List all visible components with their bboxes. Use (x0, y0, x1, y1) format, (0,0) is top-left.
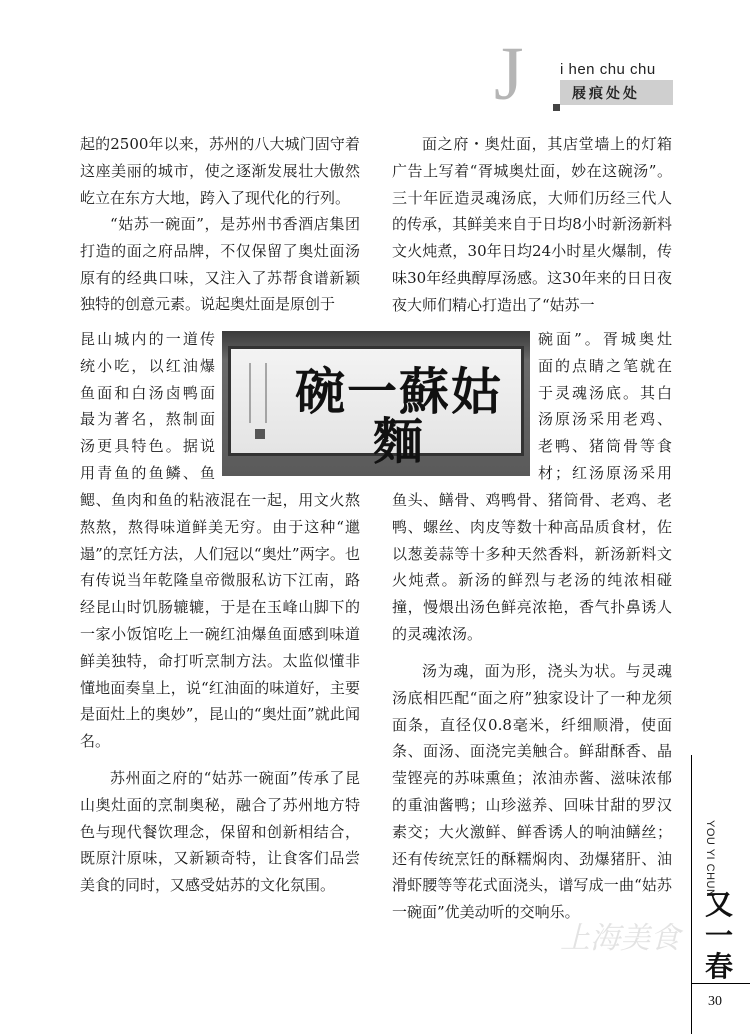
left-wrap-line: 昆山城内的一道传 (80, 330, 215, 348)
page-number-rule (691, 983, 750, 984)
sidebar-english-title: YOU YI CHUN (704, 820, 716, 898)
left-wrap-line: 鱼面和白汤卤鸭面 (80, 383, 215, 402)
header-section-title: 屐痕处处 (560, 80, 673, 105)
sidebar-divider (691, 755, 692, 1034)
header-initial-letter: J (494, 32, 524, 116)
left-paragraph-1: 起的2500年以来，苏州的八大城门固守着这座美丽的城市，使之逐渐发展壮大傲然屹立在东方大地，跨入了现代化的行列。 (80, 135, 360, 207)
page-number: 30 (708, 994, 722, 1009)
header-accent-square (553, 104, 560, 111)
right-paragraph-2: 汤为魂，面为形，浇头为状。与灵魂汤底相匹配“面之府”独家设计了一种龙须面条，直径仅0.8毫米，纤细顺滑，使面条、面汤、面浇完美触合。鲜甜酥香、晶莹铿亮的苏味熏鱼；浓油赤酱、滋味浓郁的重油酱鸭；山珍滋养、回味甘甜的罗汉素交；大火激鲜、鲜香诱人的响油鳝丝；还有传统烹饪的酥糯焖肉、劲爆猪肝、油滑虾腰等等花式面浇头，谱写成一曲“姑苏一碗面”优美动听的交响乐。 (392, 662, 672, 922)
inscription-mark (249, 363, 267, 423)
left-paragraph-3: 苏州面之府的“姑苏一碗面”传承了昆山奥灶面的烹制奥秘，融合了苏州地方特色与现代餐饮理念，保留和创新相结合，既原汁原味，又新颖奇特，让食客们品尝美食的同时，又感受姑苏的文化氛围。 (80, 769, 360, 895)
seal-stamp (255, 429, 265, 439)
left-wrap-line: 最为著名，熬制面 (80, 410, 215, 429)
calligraphy-text: 姑蘇一碗麵 (295, 362, 503, 471)
right-wrap-line: 老鸭、猪筒骨等食 (538, 437, 672, 456)
right-paragraph-1: 面之府・奥灶面，其店堂墙上的灯箱广告上写着“胥城奥灶面，妙在这碗汤”。三十年匠造灵魂汤底，大师们历经三代人的传承，其鲜美来自于日均8小时新汤新料文火炖煮，30年日均24小时星火爆制，传味30年经典醇厚汤感。这30年来的日日夜夜大师们精心打造出了“姑苏一 (392, 135, 672, 314)
right-wrap-line: 材；红汤原汤采用 (538, 463, 672, 482)
header-pinyin: i hen chu chu (560, 61, 656, 78)
sidebar-chinese-title: 又 一 春 (704, 888, 733, 983)
left-paragraph-2-continued: 鳃、鱼肉和鱼的粘液混在一起，用文火熬熬熬，熬得味道鲜美无穷。由于这种“邋遢”的烹饪方法，人们冠以“奥灶”两字。也有传说当年乾隆皇帝微服私访下江南，路经昆山时饥肠辘辘，于是在玉峰山脚下的一家小饭馆吃上一碗红油爆鱼面感到味道鲜美独特，命打听烹制方法。太监似懂非懂地面奏皇上，说“红油面的味道好，主要是面灶上的奥妙”，昆山的“奥灶面”就此闻名。 (80, 491, 360, 751)
right-wrap-line: 汤原汤采用老鸡、 (538, 410, 672, 429)
right-wrap-line: 碗面”。胥城奥灶 (538, 330, 672, 348)
right-wrap-line: 于灵魂汤底。其白 (538, 383, 672, 402)
calligraphy-board (228, 346, 524, 471)
shanghai-food-watermark-logo: 上海美食 (560, 921, 680, 956)
right-paragraph-1-continued: 鱼头、鳝骨、鸡鸭骨、猪筒骨、老鸡、老鸭、螺丝、肉皮等数十种高品质食材，佐以葱姜蒜等十多种天然香料，新汤新料文火炖煮。新汤的鲜烈与老汤的纯浓相碰撞，慢煨出汤色鲜亮浓艳，香气扑鼻诱人的灵魂浓汤。 (392, 491, 672, 643)
left-paragraph-2: “姑苏一碗面”，是苏州书香酒店集团打造的面之府品牌，不仅保留了奥灶面汤原有的经典口味，又注入了苏帮食谱新颖独特的创意元素。说起奥灶面是原创于 (80, 215, 360, 314)
left-wrap-line: 汤更具特色。据说 (80, 437, 215, 456)
right-wrap-lines (538, 326, 672, 487)
left-wrap-lines (80, 326, 215, 487)
left-wrap-line: 统小吃，以红油爆 (80, 356, 215, 375)
calligraphy-photo (222, 331, 530, 476)
right-wrap-line: 面的点睛之笔就在 (538, 356, 672, 375)
left-wrap-line: 用青鱼的鱼鳞、鱼 (80, 463, 215, 482)
